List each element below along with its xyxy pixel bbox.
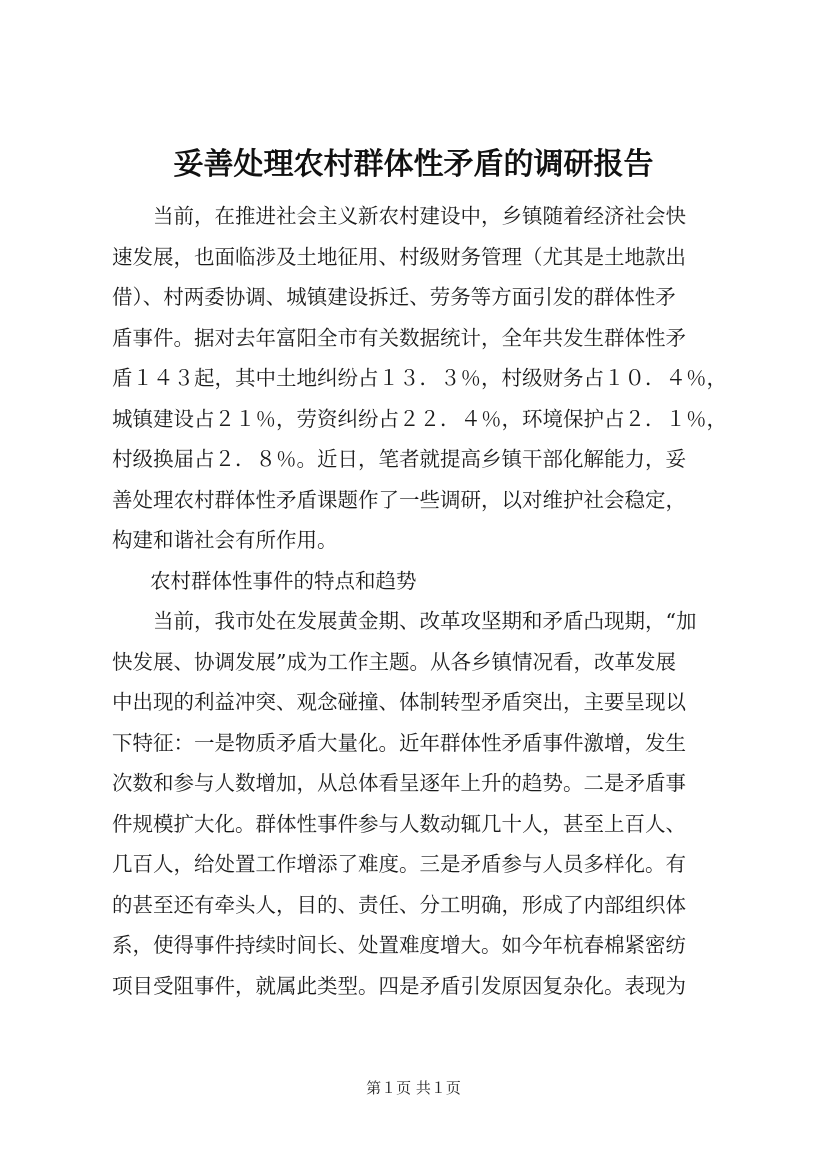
- page-footer: 第１页 共１页: [366, 1079, 461, 1097]
- paragraph-line: 几百人，给处置工作增添了难度。三是矛盾参与人员多样化。有: [112, 852, 686, 876]
- paragraph-line: 善处理农村群体性矛盾课题作了一些调研，以对维护社会稳定，: [112, 487, 686, 512]
- paragraph-line: 速发展，也面临涉及土地征用、村级财务管理（尤其是土地款出: [112, 244, 686, 269]
- paragraph-line: 项目受阻事件，就属此类型。四是矛盾引发原因复杂化。表现为: [112, 973, 686, 998]
- paragraph-line: 城镇建设占２１％，劳资纠纷占２２．４％，环境保护占２．１％，: [112, 406, 727, 431]
- paragraph-line: 系，使得事件持续时间长、处置难度增大。如今年杭春棉紧密纺: [112, 933, 686, 957]
- paragraph-line: 盾事件。据对去年富阳全市有关数据统计，全年共发生群体性矛: [112, 325, 686, 350]
- paragraph-line: 当前，在推进社会主义新农村建设中，乡镇随着经济社会快: [153, 204, 686, 228]
- section-heading: 农村群体性事件的特点和趋势: [150, 568, 417, 593]
- paragraph-line: 次数和参与人数增加，从总体看呈逐年上升的趋势。二是矛盾事: [112, 771, 686, 795]
- document-title: 妥善处理农村群体性矛盾的调研报告: [173, 147, 654, 182]
- paragraph-line: 快发展、协调发展”成为工作主题。从各乡镇情况看，改革发展: [112, 649, 676, 674]
- paragraph-line: 中出现的利益冲突、观念碰撞、体制转型矛盾突出，主要呈现以: [112, 690, 686, 714]
- paragraph-line: 当前，我市处在发展黄金期、改革攻坚期和矛盾凸现期，“加: [153, 609, 697, 633]
- paragraph-line: 借）、村两委协调、城镇建设拆迁、劳务等方面引发的群体性矛: [112, 285, 676, 309]
- paragraph-line: 件规模扩大化。群体性事件参与人数动辄几十人，甚至上百人、: [112, 811, 686, 836]
- paragraph-line: 村级换届占２．８％。近日，笔者就提高乡镇干部化解能力，妥: [112, 447, 686, 471]
- paragraph-line: 的甚至还有牵头人，目的、责任、分工明确，形成了内部组织体: [112, 892, 686, 917]
- paragraph-line: 盾１４３起，其中土地纠纷占１３．３％，村级财务占１０．４％，: [112, 366, 727, 390]
- document-body: [112, 196, 742, 1006]
- paragraph-line: 构建和谐社会有所作用。: [112, 528, 338, 552]
- paragraph-line: 下特征：一是物质矛盾大量化。近年群体性矛盾事件激增，发生: [112, 730, 686, 755]
